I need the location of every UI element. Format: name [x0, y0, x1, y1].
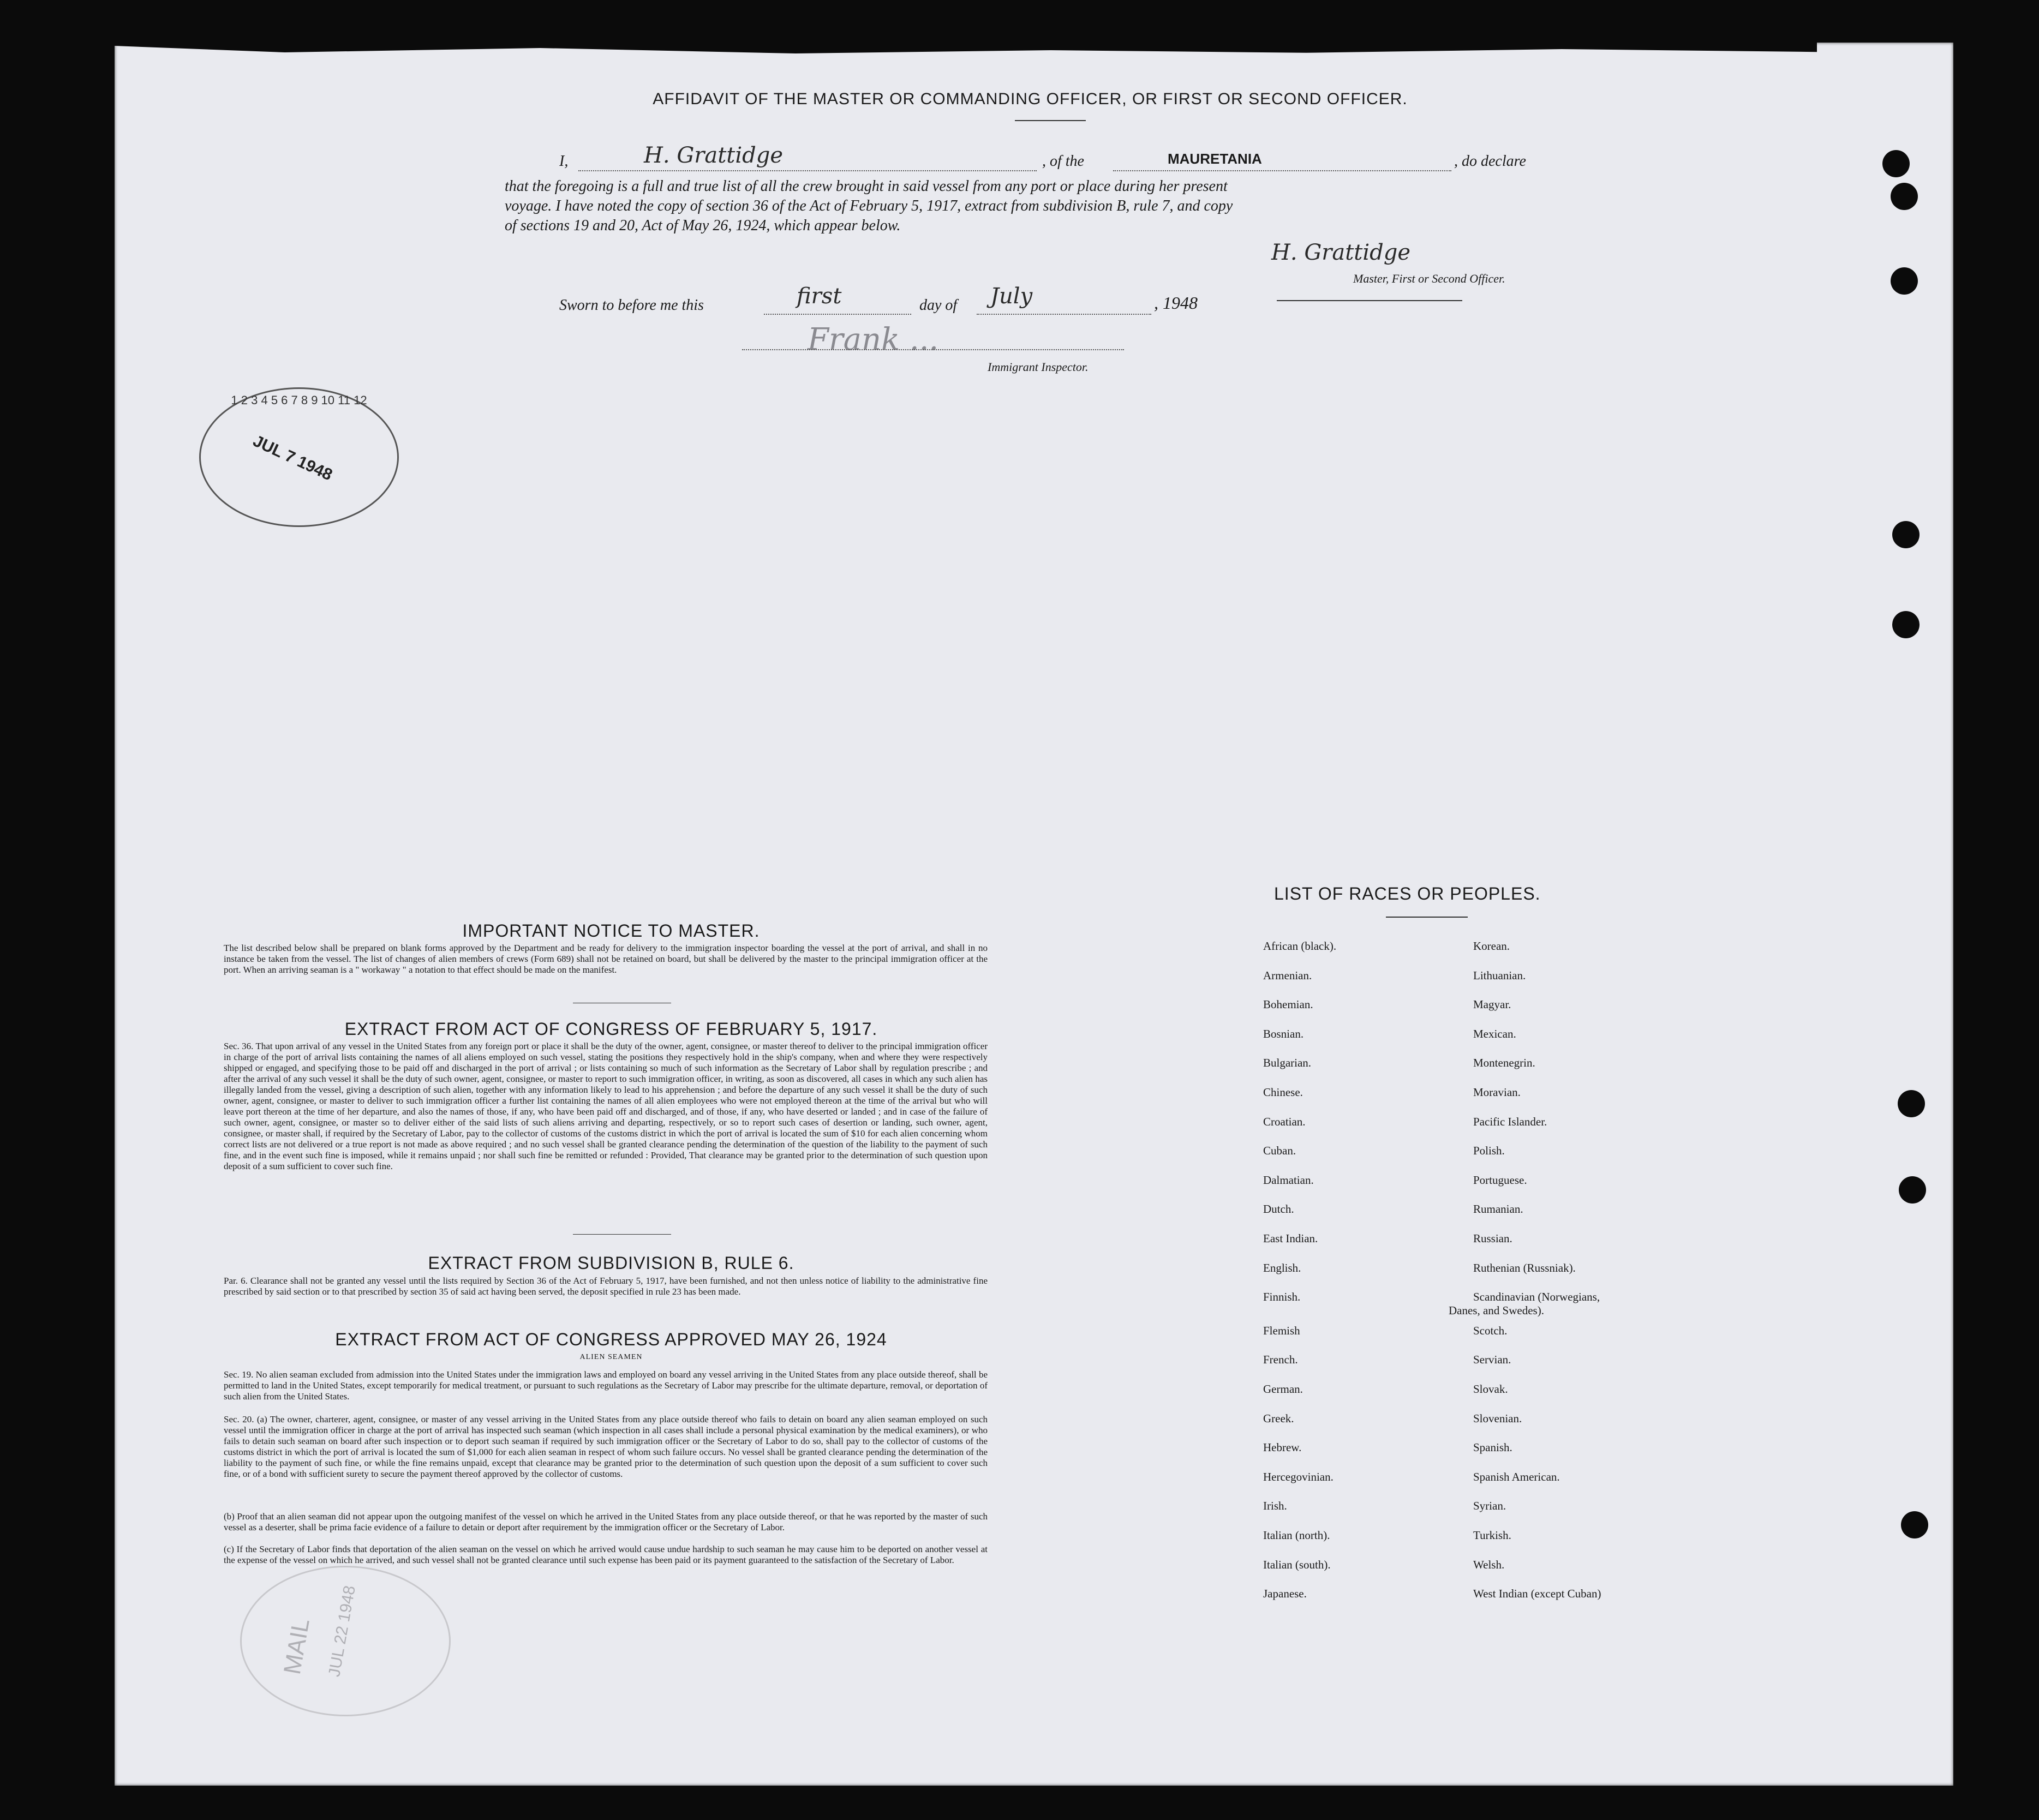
extract1-title: EXTRACT FROM ACT OF CONGRESS OF FEBRUARY 5, 1917. [344, 1019, 878, 1039]
race-item: Finnish. [1263, 1290, 1301, 1304]
race-item: West Indian (except Cuban) [1473, 1587, 1601, 1601]
race-item: Korean. [1473, 939, 1510, 953]
signature-title: Master, First or Second Officer. [1353, 272, 1505, 285]
sec20b-text: (b) Proof that an alien seaman did not appear upon the outgoing manifest of the vessel on which he arrived in the United States from any place outside thereof, or that he was reported by the master of such vessel as a deserter, shall be prima facie evidence of a failure to detain or deport after requirement by the immigration officer or the Secretary of Labor. [224, 1511, 988, 1532]
race-item: Pacific Islander. [1473, 1115, 1547, 1128]
inspector-signature: Frank ... [808, 322, 939, 357]
race-item: Slovenian. [1473, 1411, 1522, 1425]
binder-hole [1899, 1176, 1926, 1204]
day-of-label: day of [919, 297, 958, 314]
body-line-2: voyage. I have noted the copy of section 36 of the Act of February 5, 1917, extract from subdivision B, rule 7, and copy [505, 197, 1233, 214]
extract2-text: Par. 6. Clearance shall not be granted any vessel until the lists required by Section 36 of the Act of February 5, 1917, have been furnished, and not then unless notice of liability to the administrative fine prescribed by said section or to that prescribed by section 35 of said act having been served, the deposit specified in rule 23 has been made. [224, 1276, 988, 1297]
mail-stamp-bottom [240, 1566, 451, 1716]
race-item: Polish. [1473, 1144, 1505, 1158]
race-item: Flemish [1263, 1324, 1300, 1337]
race-item: Irish. [1263, 1499, 1287, 1513]
race-item: Servian. [1473, 1353, 1511, 1367]
race-item: Japanese. [1263, 1587, 1307, 1601]
race-item: African (black). [1263, 939, 1337, 953]
race-item: Bohemian. [1263, 998, 1313, 1011]
stamp-numbers: 1 2 3 4 5 6 7 8 9 10 11 12 [231, 393, 367, 407]
binder-hole [1891, 183, 1918, 210]
races-rule [1386, 917, 1468, 918]
inspector-line [742, 349, 1124, 350]
sworn-year: , 1948 [1154, 293, 1198, 313]
race-item: Bulgarian. [1263, 1056, 1312, 1070]
race-item: Hebrew. [1263, 1441, 1302, 1454]
race-item: Welsh. [1473, 1558, 1505, 1571]
binder-hole [1901, 1511, 1928, 1538]
binder-hole [1882, 150, 1910, 177]
date-stamp-top [199, 387, 399, 527]
sworn-day: first [797, 284, 842, 309]
divider [573, 1234, 671, 1235]
race-item: Scotch. [1473, 1324, 1508, 1337]
binder-hole [1898, 1090, 1925, 1117]
stamp-mail-label: MAIL [278, 1617, 315, 1677]
race-item: Italian (north). [1263, 1529, 1330, 1542]
race-item: French. [1263, 1353, 1298, 1367]
sec20c-text: (c) If the Secretary of Labor finds that deportation of the alien seaman on the vessel on which he arrived would cause undue hardship to such seaman he may cause him to be deported on another vessel at the expense of the vessel on which he arrived, and such vessel shall not be granted clearance until such expense has been paid or its payment guaranteed to the satisfaction of the Secretary of Labor. [224, 1544, 988, 1565]
extract3-title: EXTRACT FROM ACT OF CONGRESS APPROVED MAY 26, 1924 [335, 1330, 887, 1349]
race-item: Ruthenian (Russniak). [1473, 1261, 1576, 1274]
race-item: Spanish American. [1473, 1470, 1560, 1483]
race-item: Scandinavian (Norwegians, [1473, 1290, 1600, 1304]
day-line [764, 314, 911, 315]
races-title: LIST OF RACES OR PEOPLES. [1274, 884, 1541, 903]
notice-text: The list described below shall be prepared on blank forms approved by the Department and be ready for delivery to the immigration inspector boarding the vessel at the port of arrival, and shall in no instance be taken from the vessel. The list of changes of alien members of crews (Form 689) shall not be retained on board, but shall be delivered by the master to the principal immigration officer at the port. When an arriving seaman is a " workaway " a notation to that effect should be made on the manifest. [224, 943, 988, 975]
race-item: Moravian. [1473, 1086, 1521, 1099]
race-item: Syrian. [1473, 1499, 1506, 1513]
binder-hole [1892, 521, 1920, 548]
title-rule [1015, 120, 1086, 121]
vessel-line [1113, 170, 1451, 171]
race-item: Dutch. [1263, 1202, 1294, 1216]
race-item: Mexican. [1473, 1027, 1516, 1040]
race-item: Croatian. [1263, 1115, 1306, 1128]
race-item: East Indian. [1263, 1232, 1318, 1245]
race-item: Greek. [1263, 1411, 1294, 1425]
race-item: Danes, and Swedes). [1449, 1304, 1544, 1317]
inspector-title: Immigrant Inspector. [988, 360, 1089, 374]
declarant-name: H. Grattidge [644, 143, 784, 168]
race-item: Slovak. [1473, 1382, 1508, 1396]
sworn-label: Sworn to before me this [559, 297, 704, 314]
notice-title: IMPORTANT NOTICE TO MASTER. [462, 921, 760, 941]
race-item: Rumanian. [1473, 1202, 1523, 1216]
body-line-3: of sections 19 and 20, Act of May 26, 1924, which appear below. [505, 217, 901, 234]
affidavit-title: AFFIDAVIT OF THE MASTER OR COMMANDING OFFICER, OR FIRST OR SECOND OFFICER. [653, 90, 1408, 108]
race-item: Lithuanian. [1473, 968, 1526, 982]
race-item: Chinese. [1263, 1086, 1303, 1099]
sec19-text: Sec. 19. No alien seaman excluded from admission into the United States under the immigration laws and employed on board any vessel arriving in the United States from any place outside thereof, shall be permitted to land in the United States, except temporarily for medical treatment, or pursuant to such regulations as the Secretary of Labor may prescribe for the ultimate departure, removal, or deportation of such alien from the United States. [224, 1369, 988, 1402]
body-line-1: that the foregoing is a full and true list of all the crew brought in said vessel from any port or place during her present [505, 178, 1228, 195]
race-item: Portuguese. [1473, 1173, 1527, 1187]
extract3-subtitle: ALIEN SEAMEN [579, 1353, 643, 1361]
race-item: Cuban. [1263, 1144, 1296, 1158]
vessel-name: MAURETANIA [1168, 151, 1262, 167]
stamp-date: JUL 7 1948 [250, 432, 336, 484]
sworn-month: July [990, 284, 1033, 309]
binder-hole [1892, 611, 1920, 638]
extract1-text: Sec. 36. That upon arrival of any vessel in the United States from any foreign port or place it shall be the duty of the owner, agent, consignee, or master thereof to deliver to the principal immigration officer in charge of the port of arrival lists containing the names of all aliens employed on such vessel, stating the positions they respectively hold in the ship's company, when and where they were respectively shipped or engaged, and specifying those to be paid off and discharged in the port of arrival ; or lists containing so much of such information as the Secretary of Labor shall by regulation prescribe ; and after the arrival of any such vessel it shall be the duty of such owner, agent, consignee, or master to report to such immigration officer, in writing, as soon as discovered, all cases in which any such alien has illegally landed from the vessel, giving a description of such alien, together with any information likely to lead to his apprehension ; and before the departure of any such vessel it shall be the duty of such owner, agent, consignee, or master to deliver to such immigration officer a further list containing the names of all alien employees who were not employed thereon at the time of the arrival but who will leave port thereon at the time of her departure, and also the names of those, if any, who have been paid off and discharged, and of those, if any, who have deserted or landed ; and in case of the failure of such owner, agent, consignee, or master so to deliver either of the said lists of such aliens arriving and departing, respectively, or so to report such cases of desertion or landing, such owner, agent, consignee, or master shall, if required by the Secretary of Labor, pay to the collector of customs of the customs district in which the port of arrival is located the sum of $10 for each alien concerning whom correct lists are not delivered or a true report is not made as above required ; and no such vessel shall be granted clearance pending the determination of the question of the liability to the payment of such fine, and in the event such fine is imposed, while it remains unpaid ; nor shall such fine be remitted or refunded : Provided, That clearance may be granted prior to the determination of such question upon deposit of a sum sufficient to cover such fine. [224, 1041, 988, 1171]
race-item: Russian. [1473, 1232, 1512, 1245]
race-item: German. [1263, 1382, 1303, 1396]
race-item: Turkish. [1473, 1529, 1511, 1542]
race-item: Armenian. [1263, 968, 1312, 982]
race-item: Dalmatian. [1263, 1173, 1314, 1187]
race-item: English. [1263, 1261, 1301, 1274]
do-declare-label: , do declare [1454, 153, 1526, 170]
binder-hole [1891, 267, 1918, 295]
signature-rule [1277, 300, 1462, 301]
race-item: Hercegovinian. [1263, 1470, 1334, 1483]
name-line [578, 170, 1037, 171]
race-item: Bosnian. [1263, 1027, 1304, 1040]
race-item: Montenegrin. [1473, 1056, 1535, 1070]
month-line [977, 314, 1151, 315]
race-item: Italian (south). [1263, 1558, 1331, 1571]
sec20a-text: Sec. 20. (a) The owner, charterer, agent, consignee, or master of any vessel arriving in the United States from any place outside thereof who fails to detain on board any alien seaman employed on such vessel until the immigration officer in charge at the port of arrival has inspected such seaman (which inspection in all cases shall include a personal physical examination by the medical examiners), or who fails to detain such seaman on board after such inspection or to deport such seaman if required by such immigration officer or the Secretary of Labor to do so, shall pay to the collector of customs of the customs district in which the port of arrival is located the sum of $1,000 for each alien seaman in respect of whom such failure occurs. No vessel shall be granted clearance pending the determination of the liability to the payment of such fine, or while the fine remains unpaid, except that clearance may be granted prior to the determination of such question upon the deposit of a sum sufficient to cover such fine, or of a bond with sufficient surety to secure the payment thereof approved by the collector of customs. [224, 1414, 988, 1479]
extract2-title: EXTRACT FROM SUBDIVISION B, RULE 6. [428, 1253, 794, 1273]
race-item: Spanish. [1473, 1441, 1512, 1454]
race-item: Magyar. [1473, 998, 1511, 1011]
i-label: I, [559, 153, 569, 170]
stamp-mail-date: JUL 22 1948 [325, 1584, 359, 1679]
of-the-label: , of the [1042, 153, 1084, 170]
master-signature: H. Grattidge [1271, 240, 1411, 265]
